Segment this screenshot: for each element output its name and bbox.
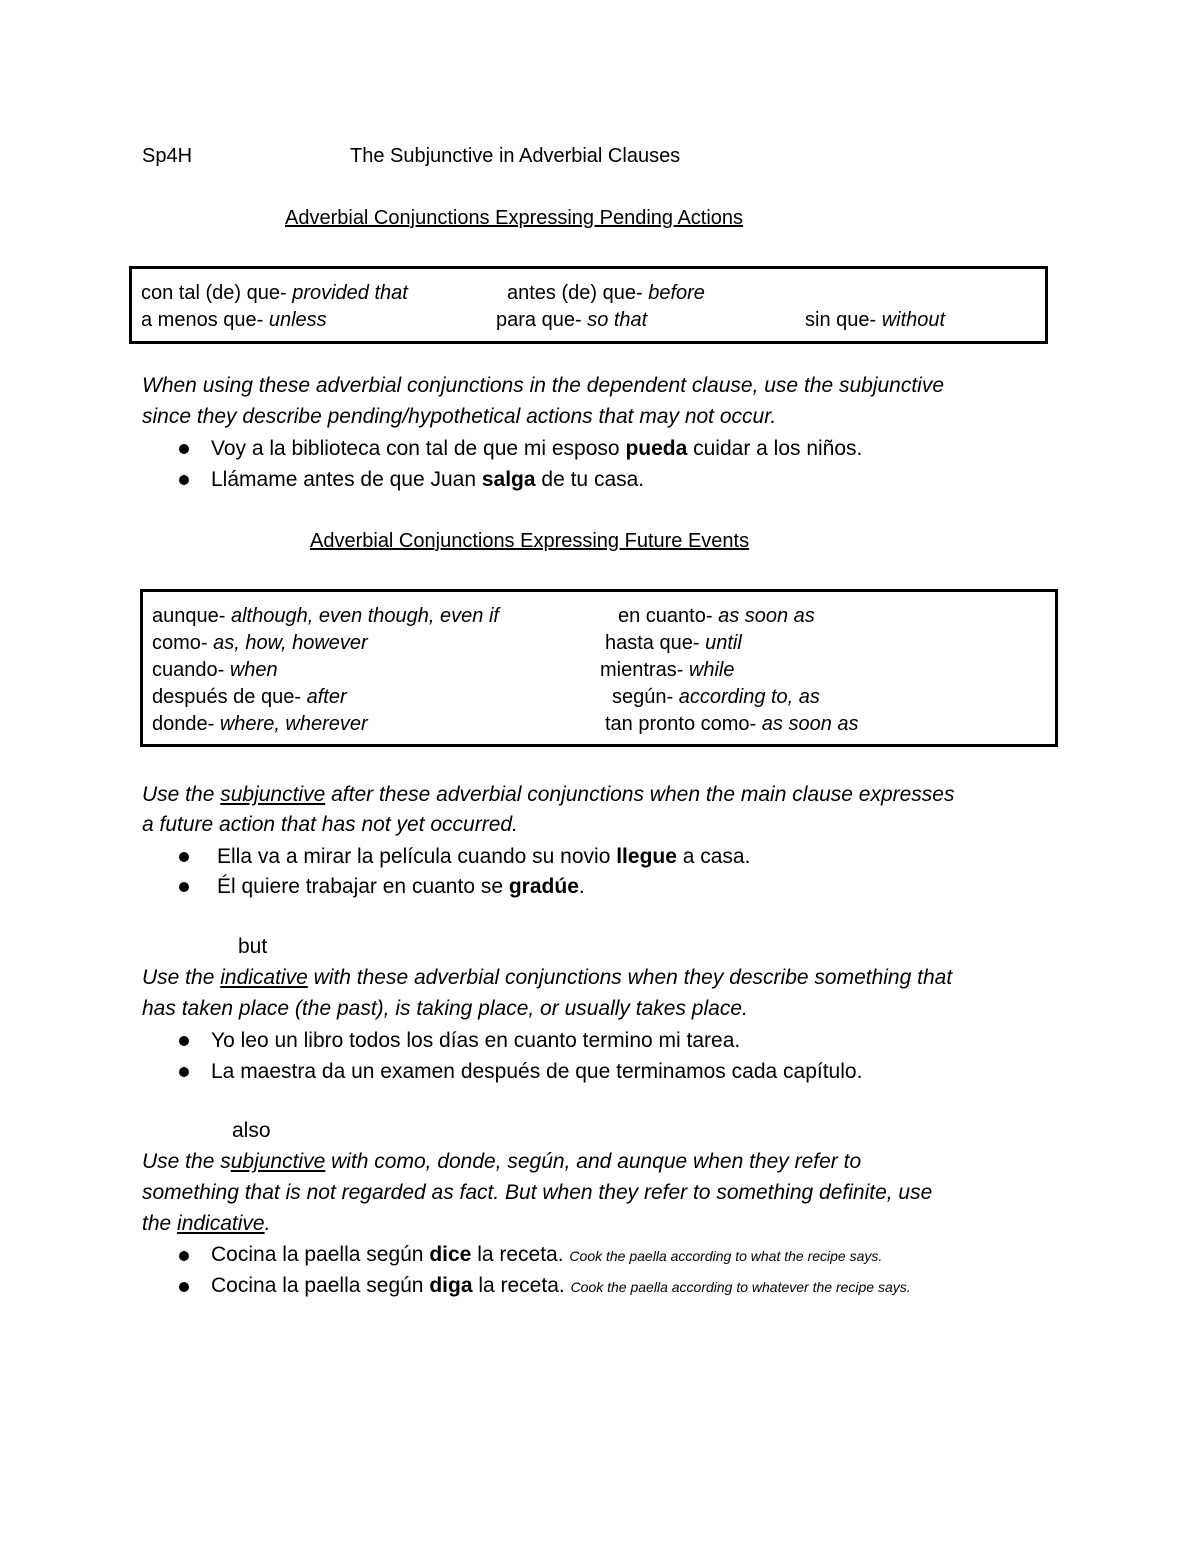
rule-text: the indicative. — [142, 1212, 271, 1235]
conjunction-item: cuando- when — [152, 659, 278, 681]
conjunction-item: para que- so that — [496, 309, 648, 331]
example-sentence: Él quiere trabajar en cuanto se gradúe. — [217, 875, 585, 898]
bullet-icon — [179, 852, 189, 862]
rule-text: Use the indicative with these adverbial conjunctions when they describe something that — [142, 966, 953, 989]
example-sentence: Yo leo un libro todos los días en cuanto termino mi tarea. — [211, 1029, 741, 1052]
bullet-icon — [179, 1036, 189, 1046]
rule-text: since they describe pending/hypothetical actions that may not occur. — [142, 405, 777, 428]
rule-text: When using these adverbial conjunctions in the dependent clause, use the subjunctive — [142, 374, 945, 397]
example-sentence: Cocina la paella según diga la receta. Cook the paella according to whatever the recipe says. — [211, 1274, 911, 1297]
bullet-icon — [179, 1067, 189, 1077]
bullet-icon — [179, 1251, 189, 1261]
rule-text: something that is not regarded as fact. But when they refer to something definite, use — [142, 1181, 933, 1204]
bullet-icon — [179, 444, 189, 454]
connector-word: also — [232, 1119, 271, 1142]
conjunction-item: después de que- after — [152, 686, 347, 708]
section1-heading: Adverbial Conjunctions Expressing Pending Actions — [285, 207, 744, 229]
example-sentence: Llámame antes de que Juan salga de tu casa. — [211, 468, 645, 491]
conjunction-item: según- according to, as — [612, 686, 820, 708]
conjunction-item: mientras- while — [600, 659, 735, 681]
conjunction-item: en cuanto- as soon as — [618, 605, 815, 627]
conjunction-item: aunque- although, even though, even if — [152, 605, 499, 627]
conjunction-item: donde- where, wherever — [152, 713, 368, 735]
course-code: Sp4H — [142, 145, 193, 167]
bullet-icon — [179, 1282, 189, 1292]
connector-word: but — [238, 935, 268, 958]
conjunction-item: con tal (de) que- provided that — [141, 282, 408, 304]
rule-text: a future action that has not yet occurred. — [142, 813, 518, 836]
pending-conjunctions-box — [129, 266, 1048, 344]
rule-text: Use the subjunctive after these adverbial conjunctions when the main clause expresses — [142, 783, 955, 806]
rule-text: Use the subjunctive with como, donde, según, and aunque when they refer to — [142, 1150, 862, 1173]
conjunction-item: hasta que- until — [605, 632, 742, 654]
example-sentence: Cocina la paella según dice la receta. Cook the paella according to what the recipe says. — [211, 1243, 883, 1266]
section2-heading: Adverbial Conjunctions Expressing Future Events — [310, 530, 750, 552]
example-sentence: Voy a la biblioteca con tal de que mi esposo pueda cuidar a los niños. — [211, 437, 863, 460]
conjunction-item: sin que- without — [805, 309, 946, 331]
example-sentence: Ella va a mirar la película cuando su novio llegue a casa. — [217, 845, 751, 868]
future-conjunctions-box — [140, 589, 1058, 747]
conjunction-item: tan pronto como- as soon as — [605, 713, 859, 735]
rule-text: has taken place (the past), is taking place, or usually takes place. — [142, 997, 748, 1020]
conjunction-item: como- as, how, however — [152, 632, 368, 654]
conjunction-item: a menos que- unless — [141, 309, 327, 331]
bullet-icon — [179, 882, 189, 892]
example-sentence: La maestra da un examen después de que terminamos cada capítulo. — [211, 1060, 863, 1083]
conjunction-item: antes (de) que- before — [507, 282, 705, 304]
bullet-icon — [179, 475, 189, 485]
page-title: The Subjunctive in Adverbial Clauses — [350, 145, 681, 167]
